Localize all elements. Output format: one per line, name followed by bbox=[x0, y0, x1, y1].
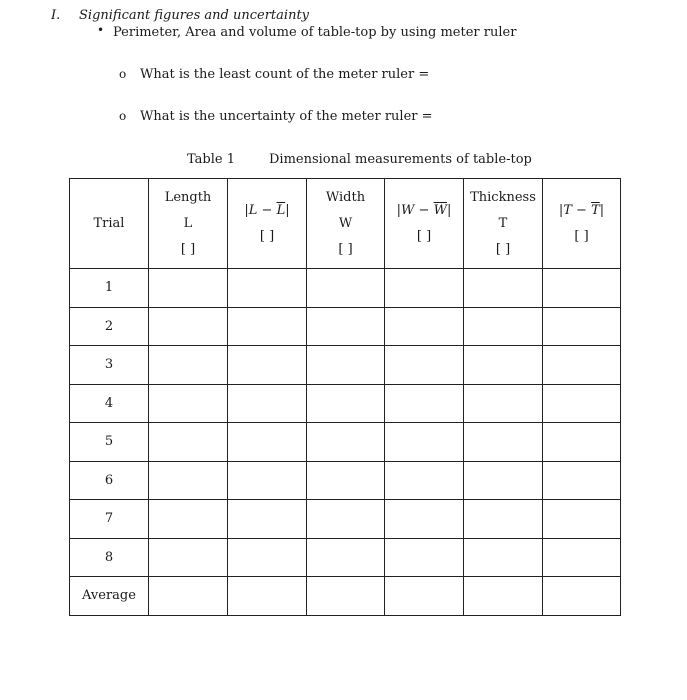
measurements-table bbox=[69, 178, 621, 616]
table-body bbox=[70, 269, 621, 616]
header-length-deviation-formula: $|L - \overline{L}|$ bbox=[244, 202, 290, 218]
header-length-symbol: L bbox=[183, 215, 193, 231]
table-row bbox=[70, 346, 621, 385]
blank-entry-cell[interactable] bbox=[307, 423, 385, 462]
blank-entry-cell[interactable] bbox=[228, 423, 307, 462]
blank-entry-cell[interactable] bbox=[543, 307, 621, 346]
header-trial-label: Trial bbox=[93, 215, 125, 231]
header-width-symbol: W bbox=[338, 215, 353, 231]
trial-label-cell: 3 bbox=[70, 346, 149, 385]
blank-entry-cell[interactable] bbox=[385, 384, 464, 423]
blank-entry-cell[interactable] bbox=[307, 346, 385, 385]
blank-entry-cell[interactable] bbox=[543, 384, 621, 423]
header-trial bbox=[70, 179, 149, 269]
blank-entry-cell[interactable] bbox=[228, 538, 307, 577]
trial-label-cell: 7 bbox=[70, 500, 149, 539]
table-caption-text: Dimensional measurements of table-top bbox=[269, 152, 532, 167]
blank-entry-cell[interactable] bbox=[228, 384, 307, 423]
section-title: Significant figures and uncertainty bbox=[79, 8, 310, 23]
blank-entry-cell[interactable] bbox=[307, 269, 385, 308]
header-width-unit: [ ] bbox=[338, 241, 353, 257]
blank-entry-cell[interactable] bbox=[385, 423, 464, 462]
blank-entry-cell[interactable] bbox=[543, 461, 621, 500]
blank-entry-cell[interactable] bbox=[464, 384, 543, 423]
blank-entry-cell[interactable] bbox=[149, 538, 228, 577]
header-length bbox=[149, 179, 228, 269]
blank-entry-cell[interactable] bbox=[464, 307, 543, 346]
header-width-deviation-formula: $|W - \overline{W}|$ bbox=[396, 202, 452, 218]
blank-entry-cell[interactable] bbox=[228, 577, 307, 616]
blank-entry-cell[interactable] bbox=[385, 500, 464, 539]
blank-entry-cell[interactable] bbox=[385, 461, 464, 500]
blank-entry-cell[interactable] bbox=[149, 577, 228, 616]
blank-entry-cell[interactable] bbox=[385, 346, 464, 385]
section-number: I. bbox=[51, 8, 61, 23]
question-uncertainty: What is the uncertainty of the meter ruler = bbox=[140, 109, 433, 124]
blank-entry-cell[interactable] bbox=[228, 269, 307, 308]
question-least-count: What is the least count of the meter ruler = bbox=[140, 67, 430, 82]
bullet-icon: • bbox=[97, 23, 105, 37]
trial-label-cell: 2 bbox=[70, 307, 149, 346]
trial-label-cell: 5 bbox=[70, 423, 149, 462]
trial-label-cell: 8 bbox=[70, 538, 149, 577]
table-row bbox=[70, 538, 621, 577]
table-row bbox=[70, 384, 621, 423]
header-thickness-name: Thickness bbox=[470, 189, 536, 205]
blank-entry-cell[interactable] bbox=[307, 461, 385, 500]
header-width-deviation-unit: [ ] bbox=[416, 228, 432, 244]
blank-entry-cell[interactable] bbox=[307, 538, 385, 577]
blank-entry-cell[interactable] bbox=[307, 500, 385, 539]
blank-entry-cell[interactable] bbox=[149, 384, 228, 423]
circle-bullet-icon: o bbox=[119, 67, 127, 81]
blank-entry-cell[interactable] bbox=[543, 269, 621, 308]
trial-label-cell: 6 bbox=[70, 461, 149, 500]
header-thickness-symbol: T bbox=[498, 215, 508, 231]
blank-entry-cell[interactable] bbox=[464, 461, 543, 500]
blank-entry-cell[interactable] bbox=[543, 538, 621, 577]
blank-entry-cell[interactable] bbox=[385, 577, 464, 616]
blank-entry-cell[interactable] bbox=[228, 346, 307, 385]
table-row bbox=[70, 269, 621, 308]
blank-entry-cell[interactable] bbox=[149, 500, 228, 539]
blank-entry-cell[interactable] bbox=[307, 577, 385, 616]
header-width-deviation bbox=[385, 179, 464, 269]
table-row bbox=[70, 307, 621, 346]
blank-entry-cell[interactable] bbox=[385, 538, 464, 577]
blank-entry-cell[interactable] bbox=[464, 500, 543, 539]
blank-entry-cell[interactable] bbox=[543, 423, 621, 462]
blank-entry-cell[interactable] bbox=[543, 346, 621, 385]
table-row bbox=[70, 423, 621, 462]
blank-entry-cell[interactable] bbox=[543, 500, 621, 539]
table-caption-label: Table 1 bbox=[187, 152, 235, 167]
blank-entry-cell[interactable] bbox=[464, 346, 543, 385]
header-thickness-deviation bbox=[543, 179, 621, 269]
table-row bbox=[70, 500, 621, 539]
header-length-name: Length bbox=[164, 189, 212, 205]
bullet-text: Perimeter, Area and volume of table-top by using meter ruler bbox=[113, 25, 517, 40]
blank-entry-cell[interactable] bbox=[149, 423, 228, 462]
trial-label-cell: 1 bbox=[70, 269, 149, 308]
blank-entry-cell[interactable] bbox=[464, 423, 543, 462]
table-header-row bbox=[70, 179, 621, 269]
circle-bullet-icon: o bbox=[119, 109, 127, 123]
table-row bbox=[70, 577, 621, 616]
header-length-deviation-unit: [ ] bbox=[259, 228, 275, 244]
blank-entry-cell[interactable] bbox=[464, 538, 543, 577]
header-thickness-deviation-formula: $|T - \overline{T}|$ bbox=[558, 202, 605, 218]
blank-entry-cell[interactable] bbox=[149, 307, 228, 346]
header-length-deviation bbox=[228, 179, 307, 269]
blank-entry-cell[interactable] bbox=[228, 307, 307, 346]
header-width bbox=[307, 179, 385, 269]
blank-entry-cell[interactable] bbox=[385, 269, 464, 308]
trial-label-cell: 4 bbox=[70, 384, 149, 423]
blank-entry-cell[interactable] bbox=[149, 461, 228, 500]
trial-label-cell: Average bbox=[70, 577, 149, 616]
blank-entry-cell[interactable] bbox=[543, 577, 621, 616]
blank-entry-cell[interactable] bbox=[464, 577, 543, 616]
header-thickness-deviation-unit: [ ] bbox=[574, 228, 589, 244]
blank-entry-cell[interactable] bbox=[228, 461, 307, 500]
header-thickness-unit: [ ] bbox=[495, 241, 511, 257]
blank-entry-cell[interactable] bbox=[464, 269, 543, 308]
header-thickness bbox=[464, 179, 543, 269]
table-row bbox=[70, 461, 621, 500]
blank-entry-cell[interactable] bbox=[385, 307, 464, 346]
blank-entry-cell[interactable] bbox=[307, 307, 385, 346]
blank-entry-cell[interactable] bbox=[228, 500, 307, 539]
blank-entry-cell[interactable] bbox=[307, 384, 385, 423]
blank-entry-cell[interactable] bbox=[149, 346, 228, 385]
header-width-name: Width bbox=[325, 189, 366, 205]
blank-entry-cell[interactable] bbox=[149, 269, 228, 308]
header-length-unit: [ ] bbox=[180, 241, 196, 257]
